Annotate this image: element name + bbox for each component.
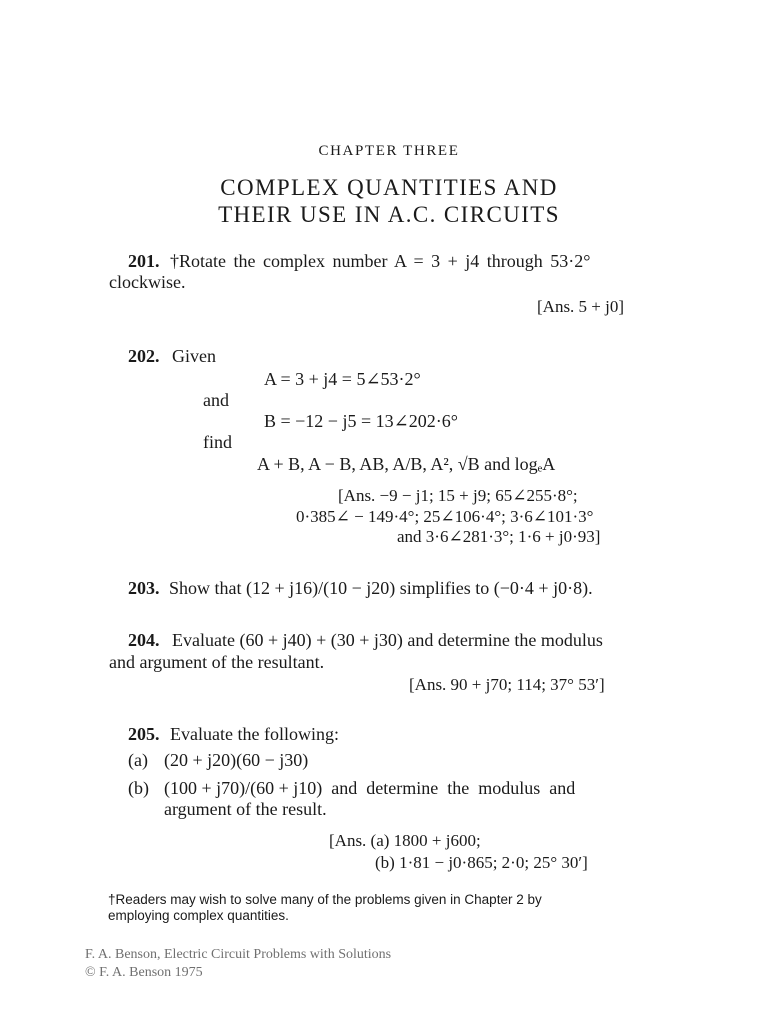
part-label: (a) (128, 750, 148, 770)
equation: A + B, A − B, AB, A/B, A², √B and logₑA (257, 454, 556, 474)
problem-text: Evaluate (60 + j40) + (30 + j30) and determine the modulus (172, 630, 603, 650)
problem-number: 205. (128, 724, 160, 744)
problem-text: (100 + j70)/(60 + j10) and determine the modulus and (164, 778, 576, 798)
problem-text: argument of the result. (164, 799, 327, 819)
problem-text: find (203, 432, 232, 452)
equation: A = 3 + j4 = 5∠53·2° (264, 369, 421, 389)
copyright-line: © F. A. Benson 1975 (85, 965, 203, 980)
problem-answer: [Ans. (a) 1800 + j600; (329, 831, 481, 850)
part-label: (b) (128, 778, 149, 798)
equation: B = −12 − j5 = 13∠202·6° (264, 411, 458, 431)
problem-answer: (b) 1·81 − j0·865; 2·0; 25° 30′] (375, 853, 588, 872)
problem-number: 201. (128, 251, 160, 271)
chapter-title-line-1: COMPLEX QUANTITIES AND (220, 175, 558, 200)
footnote-text: employing complex quantities. (108, 908, 289, 923)
problem-answer: 0·385∠ − 149·4°; 25∠106·4°; 3·6∠101·3° (296, 507, 594, 526)
chapter-title-line-2: THEIR USE IN A.C. CIRCUITS (218, 202, 560, 227)
problem-number: 204. (128, 630, 160, 650)
credit-line: F. A. Benson, Electric Circuit Problems with Solutions (85, 947, 392, 962)
problem-text: Show that (12 + j16)/(10 − j20) simplifies to (−0·4 + j0·8). (169, 578, 593, 598)
problem-text: (20 + j20)(60 − j30) (164, 750, 309, 770)
problem-number: 203. (128, 578, 160, 598)
problem-text: Given (172, 346, 216, 366)
problem-answer: [Ans. −9 − j1; 15 + j9; 65∠255·8°; (338, 486, 578, 505)
problem-text: clockwise. (109, 272, 186, 292)
footnote-text: †Readers may wish to solve many of the problems given in Chapter 2 by (108, 892, 542, 907)
problem-text: Evaluate the following: (170, 724, 339, 744)
problem-answer: [Ans. 90 + j70; 114; 37° 53′] (409, 675, 605, 694)
problem-answer: and 3·6∠281·3°; 1·6 + j0·93] (397, 527, 601, 546)
chapter-label: CHAPTER THREE (318, 143, 460, 159)
problem-text: and argument of the resultant. (109, 652, 325, 672)
problem-text: †Rotate the complex number A = 3 + j4 through 53·2° (170, 251, 591, 271)
problem-number: 202. (128, 346, 160, 366)
problem-text: and (203, 390, 229, 410)
problem-answer: [Ans. 5 + j0] (537, 297, 625, 316)
